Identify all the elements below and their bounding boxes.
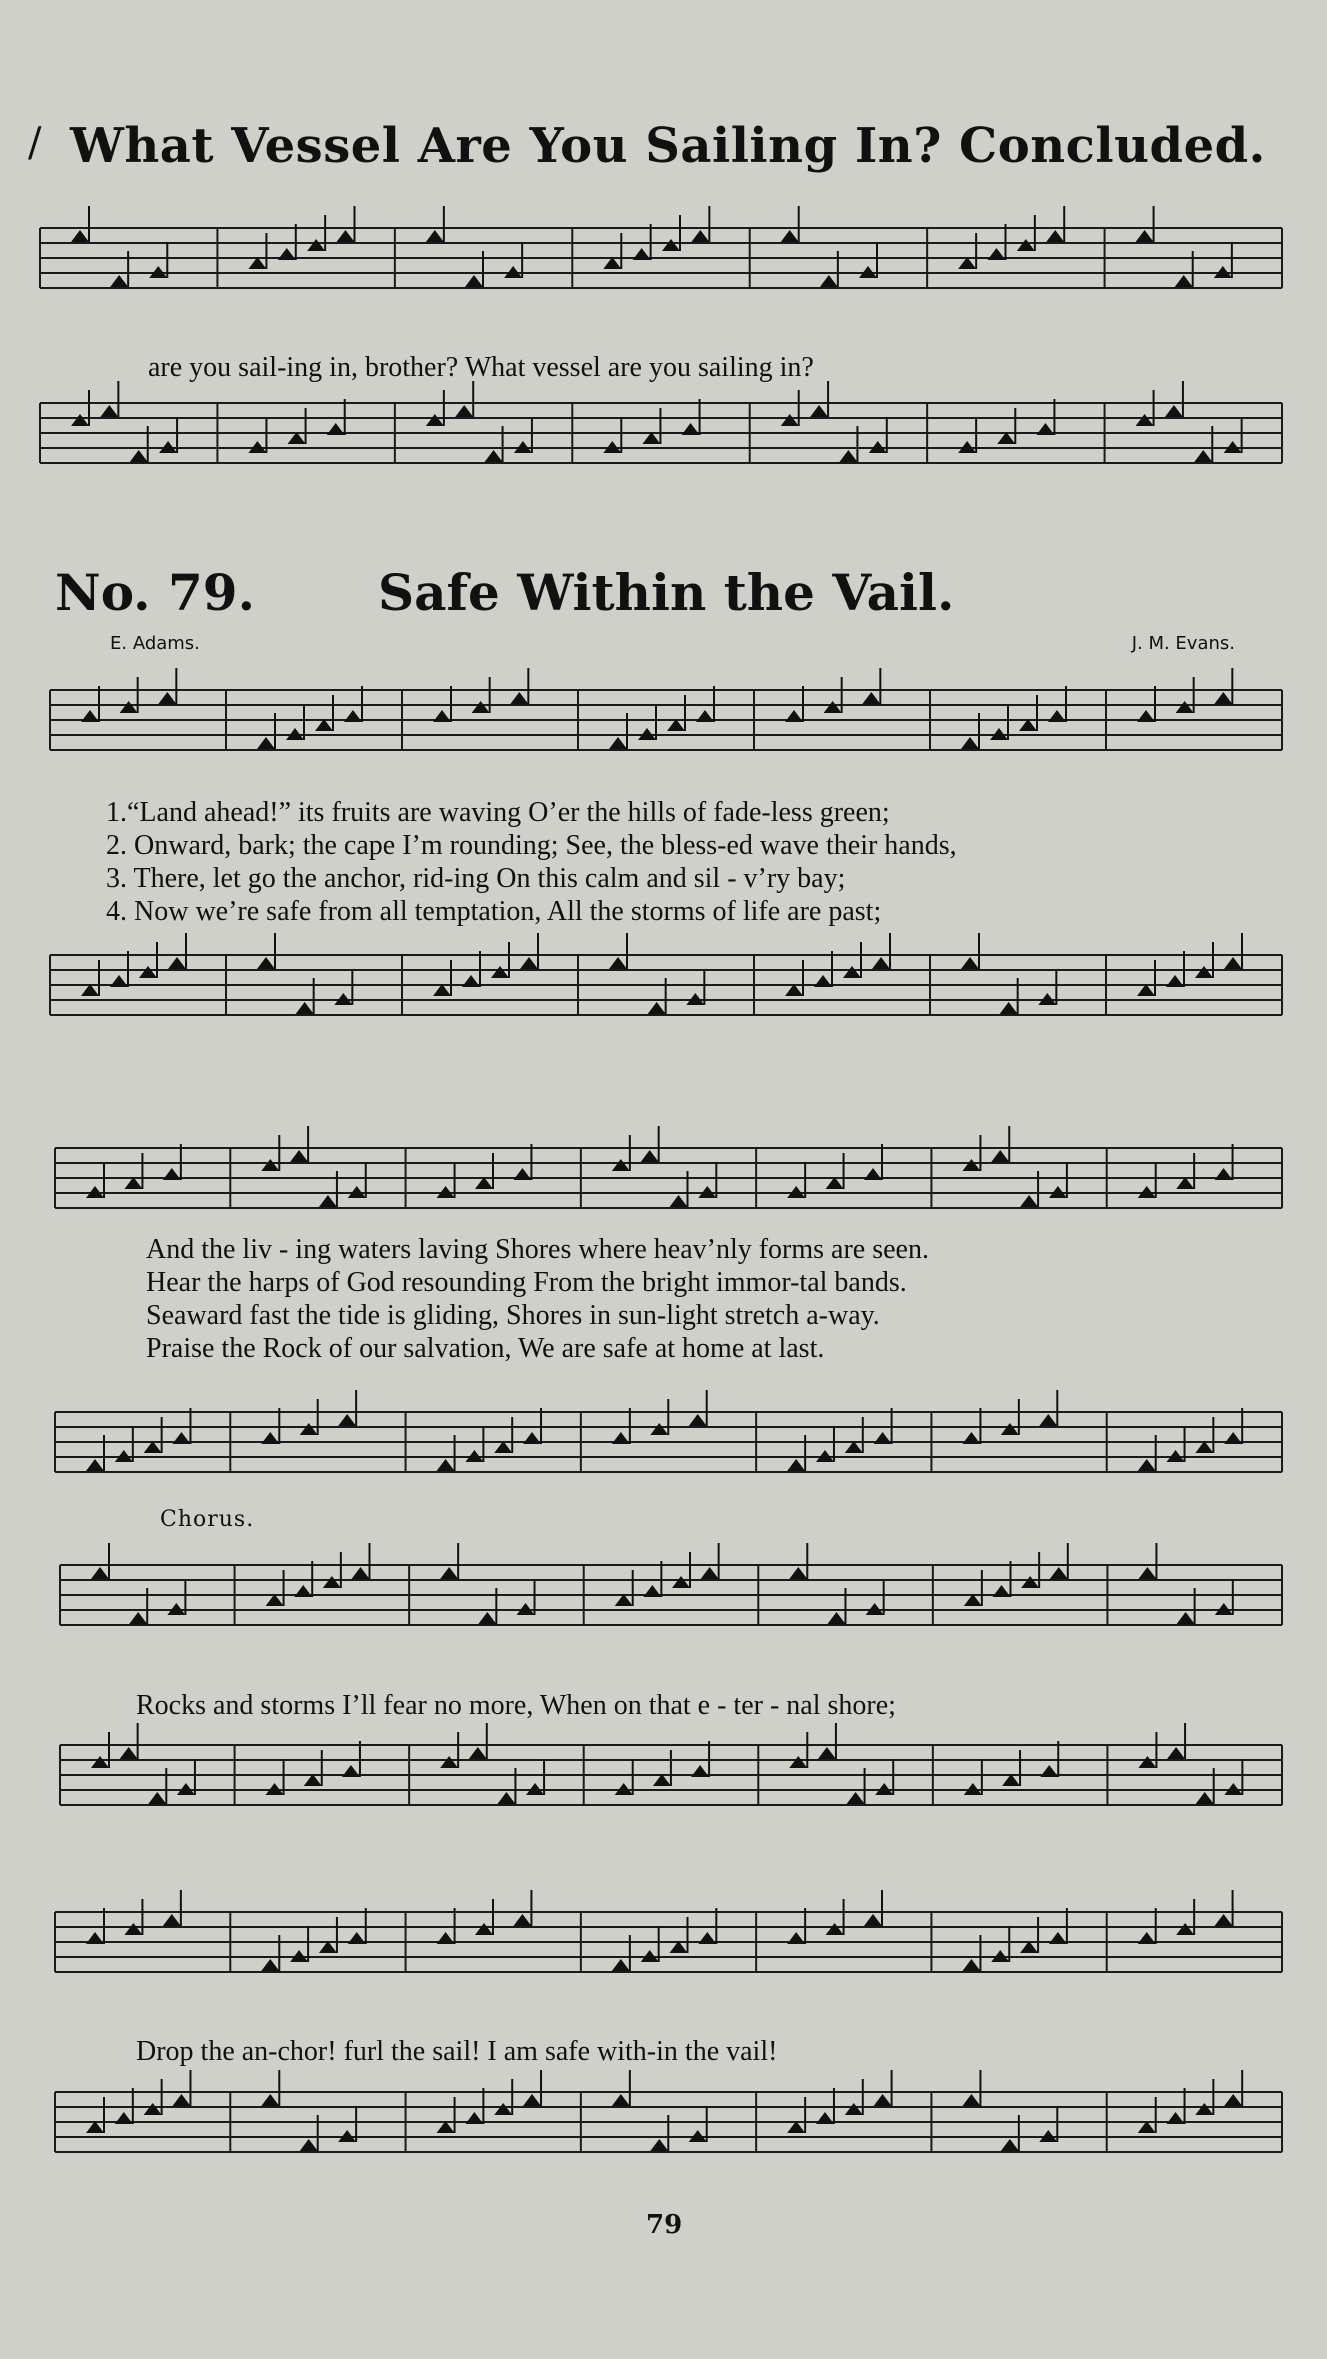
shape-note bbox=[1167, 1747, 1185, 1759]
shape-note bbox=[818, 1747, 836, 1759]
shape-note bbox=[172, 2094, 190, 2106]
shape-note bbox=[257, 957, 275, 969]
shape-note bbox=[1048, 710, 1066, 722]
shape-note bbox=[510, 692, 528, 704]
shape-note bbox=[648, 1002, 666, 1014]
shape-note bbox=[1167, 2112, 1185, 2124]
shape-note bbox=[261, 2094, 279, 2106]
shape-note bbox=[612, 2094, 630, 2106]
shape-note bbox=[1046, 230, 1064, 242]
shape-note bbox=[1224, 2094, 1242, 2106]
lyricist-credit: E. Adams. bbox=[110, 633, 200, 654]
shape-note bbox=[1136, 230, 1154, 242]
shape-note bbox=[257, 737, 275, 749]
shape-note bbox=[1049, 1932, 1067, 1944]
shape-note bbox=[437, 1459, 455, 1471]
shape-note bbox=[478, 1612, 496, 1624]
shape-note bbox=[1214, 692, 1232, 704]
shape-note bbox=[300, 1423, 318, 1435]
shape-note bbox=[261, 1159, 279, 1171]
shape-note bbox=[787, 1459, 805, 1471]
shape-note bbox=[641, 1150, 659, 1162]
shape-note bbox=[961, 957, 979, 969]
shape-note bbox=[612, 1432, 630, 1444]
shape-note bbox=[158, 692, 176, 704]
shape-note bbox=[1040, 1765, 1058, 1777]
shape-note bbox=[612, 1159, 630, 1171]
shape-note bbox=[962, 1959, 980, 1971]
shape-note bbox=[1177, 1612, 1195, 1624]
shape-note bbox=[1039, 1414, 1057, 1426]
shape-note bbox=[988, 248, 1006, 260]
shape-note bbox=[168, 957, 186, 969]
shape-note bbox=[864, 1168, 882, 1180]
shape-note bbox=[1017, 239, 1035, 251]
shape-note bbox=[1176, 1923, 1194, 1935]
shape-note bbox=[1136, 414, 1154, 426]
shape-note bbox=[163, 1914, 181, 1926]
shape-note bbox=[826, 1923, 844, 1935]
shape-note bbox=[71, 414, 89, 426]
shape-note bbox=[296, 1002, 314, 1014]
shape-note bbox=[820, 275, 838, 287]
shape-note bbox=[342, 1765, 360, 1777]
shape-note bbox=[874, 2094, 892, 2106]
verse-2-line-2: Hear the harps of God resounding From the bright immor-tal bands. bbox=[146, 1267, 907, 1298]
verse-2-line-1: 2. Onward, bark; the cape I’m rounding; See, the bless-ed wave their hands, bbox=[106, 830, 957, 861]
shape-note bbox=[130, 450, 148, 462]
chorus-line-1: Rocks and storms I’ll fear no more, When on that e - ter - nal shore; bbox=[136, 1690, 896, 1721]
shape-note bbox=[129, 1612, 147, 1624]
shape-note bbox=[520, 957, 538, 969]
shape-note bbox=[1215, 1914, 1233, 1926]
shape-note bbox=[71, 230, 89, 242]
shape-note bbox=[144, 2103, 162, 2115]
shape-note bbox=[469, 1747, 487, 1759]
shape-note bbox=[338, 1414, 356, 1426]
shape-note bbox=[86, 1932, 104, 1944]
previous-hymn-title: What Vessel Are You Sailing In? Concluded. bbox=[70, 118, 1266, 174]
shape-note bbox=[814, 975, 832, 987]
shape-note bbox=[327, 423, 345, 435]
shape-note bbox=[513, 1914, 531, 1926]
shape-note bbox=[643, 1585, 661, 1597]
shape-note bbox=[337, 230, 355, 242]
shape-note bbox=[862, 692, 880, 704]
shape-note bbox=[696, 710, 714, 722]
shape-note bbox=[962, 1432, 980, 1444]
shape-note bbox=[1137, 710, 1155, 722]
shape-note bbox=[1194, 450, 1212, 462]
shape-note bbox=[691, 230, 709, 242]
shape-note bbox=[523, 1432, 541, 1444]
shape-note bbox=[1138, 1459, 1156, 1471]
shape-note bbox=[513, 1168, 531, 1180]
shape-note bbox=[81, 710, 99, 722]
shape-note bbox=[789, 1756, 807, 1768]
hymn-number: No. 79. bbox=[55, 563, 255, 622]
shape-note bbox=[465, 2112, 483, 2124]
shape-note bbox=[86, 1459, 104, 1471]
shape-note bbox=[1138, 1756, 1156, 1768]
shape-note bbox=[120, 701, 138, 713]
shape-note bbox=[426, 414, 444, 426]
shape-note bbox=[633, 248, 651, 260]
shape-note bbox=[609, 737, 627, 749]
shape-note bbox=[148, 1792, 166, 1804]
shape-note bbox=[110, 275, 128, 287]
shape-note bbox=[874, 1432, 892, 1444]
shape-note bbox=[1166, 975, 1184, 987]
shape-note bbox=[1050, 1567, 1068, 1579]
shape-note bbox=[294, 1585, 312, 1597]
shape-note bbox=[839, 450, 857, 462]
shape-note bbox=[1195, 966, 1213, 978]
shape-note bbox=[1021, 1576, 1039, 1588]
page-number: 79 bbox=[646, 2210, 683, 2240]
verse-3-line-1: 3. There, let go the anchor, rid-ing On this calm and sil - v’ry bay; bbox=[106, 863, 846, 894]
shape-note bbox=[462, 975, 480, 987]
shape-note bbox=[847, 1792, 865, 1804]
shape-note bbox=[100, 405, 118, 417]
shape-note bbox=[1176, 701, 1194, 713]
shape-note bbox=[491, 966, 509, 978]
shape-note bbox=[1196, 1792, 1214, 1804]
shape-note bbox=[816, 2112, 834, 2124]
shape-note bbox=[1175, 275, 1193, 287]
previous-hymn-lyric: are you sail-ing in, brother? What vessel are you sailing in? bbox=[148, 352, 814, 383]
shape-note bbox=[485, 450, 503, 462]
shape-note bbox=[437, 1932, 455, 1944]
shape-note bbox=[290, 1150, 308, 1162]
shape-note bbox=[172, 1432, 190, 1444]
shape-note bbox=[1036, 423, 1054, 435]
shape-note bbox=[864, 1914, 882, 1926]
shape-note bbox=[810, 405, 828, 417]
shape-note bbox=[1165, 405, 1183, 417]
shape-note bbox=[781, 414, 799, 426]
chorus-line-2: Drop the an-chor! furl the sail! I am safe with-in the vail! bbox=[136, 2036, 778, 2067]
shape-note bbox=[91, 1567, 109, 1579]
shape-note bbox=[827, 1612, 845, 1624]
margin-mark: / bbox=[28, 120, 42, 166]
shape-note bbox=[701, 1567, 719, 1579]
shape-note bbox=[698, 1932, 716, 1944]
hymn-title: Safe Within the Vail. bbox=[378, 563, 955, 622]
shape-note bbox=[650, 2139, 668, 2151]
verse-4-line-1: 4. Now we’re safe from all temptation, All the storms of life are past; bbox=[106, 896, 882, 927]
shape-note bbox=[91, 1756, 109, 1768]
shape-note bbox=[300, 2139, 318, 2151]
shape-note bbox=[962, 1159, 980, 1171]
shape-note bbox=[650, 1423, 668, 1435]
shape-note bbox=[1020, 1195, 1038, 1207]
shape-note bbox=[843, 966, 861, 978]
shape-note bbox=[323, 1576, 341, 1588]
shape-note bbox=[465, 275, 483, 287]
shape-note bbox=[691, 1765, 709, 1777]
verse-1-line-1: 1.“Land ahead!” its fruits are waving O’er the hills of fade-less green; bbox=[106, 797, 890, 828]
shape-note bbox=[872, 957, 890, 969]
shape-note bbox=[824, 701, 842, 713]
shape-note bbox=[1001, 2139, 1019, 2151]
shape-note bbox=[120, 1747, 138, 1759]
shape-note bbox=[662, 239, 680, 251]
shape-note bbox=[455, 405, 473, 417]
shape-note bbox=[670, 1195, 688, 1207]
shape-note bbox=[1224, 957, 1242, 969]
shape-note bbox=[672, 1576, 690, 1588]
shape-note bbox=[124, 1923, 142, 1935]
shape-note bbox=[1138, 1932, 1156, 1944]
composer-credit: J. M. Evans. bbox=[1131, 633, 1235, 654]
verse-1-line-2: And the liv - ing waters laving Shores where heav’nly forms are seen. bbox=[146, 1234, 929, 1265]
shape-note bbox=[962, 2094, 980, 2106]
shape-note bbox=[523, 2094, 541, 2106]
shape-note bbox=[110, 975, 128, 987]
shape-note bbox=[991, 1150, 1009, 1162]
shape-note bbox=[612, 1959, 630, 1971]
verse-4-line-2: Praise the Rock of our salvation, We are safe at home at last. bbox=[146, 1333, 825, 1364]
shape-note bbox=[682, 423, 700, 435]
shape-note bbox=[1224, 1432, 1242, 1444]
shape-note bbox=[426, 230, 444, 242]
shape-note bbox=[344, 710, 362, 722]
shape-note bbox=[789, 1567, 807, 1579]
shape-note bbox=[609, 957, 627, 969]
shape-note bbox=[115, 2112, 133, 2124]
shape-note bbox=[1138, 1567, 1156, 1579]
shape-note bbox=[475, 1923, 493, 1935]
shape-note bbox=[261, 1959, 279, 1971]
shape-note bbox=[785, 710, 803, 722]
shape-note bbox=[961, 737, 979, 749]
shape-note bbox=[993, 1585, 1011, 1597]
shape-note bbox=[440, 1756, 458, 1768]
shape-note bbox=[1215, 1168, 1233, 1180]
shape-note bbox=[1000, 1002, 1018, 1014]
shape-note bbox=[494, 2103, 512, 2115]
chorus-label: Chorus. bbox=[160, 1507, 255, 1532]
shape-note bbox=[1001, 1423, 1019, 1435]
verse-3-line-2: Seaward fast the tide is gliding, Shores in sun-light stretch a-way. bbox=[146, 1300, 880, 1331]
shape-note bbox=[845, 2103, 863, 2115]
shape-note bbox=[163, 1168, 181, 1180]
shape-note bbox=[433, 710, 451, 722]
shape-note bbox=[261, 1432, 279, 1444]
shape-note bbox=[1195, 2103, 1213, 2115]
shape-note bbox=[352, 1567, 370, 1579]
shape-note bbox=[307, 239, 325, 251]
shape-note bbox=[497, 1792, 515, 1804]
shape-note bbox=[348, 1932, 366, 1944]
shape-note bbox=[472, 701, 490, 713]
shape-note bbox=[278, 248, 296, 260]
shape-note bbox=[319, 1195, 337, 1207]
shape-note bbox=[781, 230, 799, 242]
shape-note bbox=[689, 1414, 707, 1426]
shape-note bbox=[787, 1932, 805, 1944]
shape-note bbox=[139, 966, 157, 978]
shape-note bbox=[440, 1567, 458, 1579]
